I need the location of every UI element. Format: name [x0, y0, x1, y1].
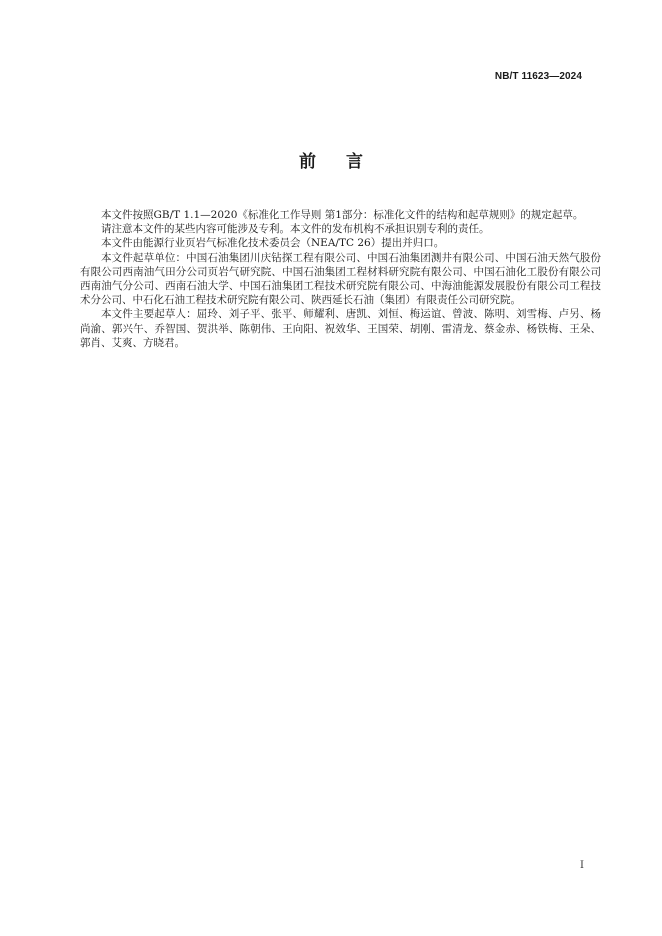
standard-code: NB/T 11623—2024	[494, 71, 582, 82]
page-number: I	[580, 860, 584, 871]
page-title	[0, 147, 662, 172]
paragraph-patent-notice: 请注意本文件的某些内容可能涉及专利。本文件的发布机构不承担识别专利的责任。	[101, 223, 490, 236]
paragraph-drafting-units: 本文件起草单位：中国石油集团川庆钻探工程有限公司、中国石油集团测井有限公司、中国石油天然气股份有限公司西南油气田分公司页岩气研究院、中国石油集团工程材料研究院有限公司、中国石油化工股份有限公司西南油气分公司、西南石油大学、中国石油集团工程技术研究院有限公司、中海油能源发展股份有限公司工程技术分公司、中石化石油工程技术研究院有限公司、陕西延长石油（集团）有限责任公司研究院。	[80, 251, 601, 307]
foreword-body	[80, 208, 601, 350]
paragraph-drafting-rules: 本文件按照GB/T 1.1—2020《标准化工作导则 第1部分：标准化文件的结构和起草规则》的规定起草。	[101, 209, 584, 221]
title-char-2: 言	[346, 152, 363, 172]
title-char-1: 前	[299, 152, 316, 172]
paragraph-drafters: 本文件主要起草人：屈玲、刘子平、张平、师耀利、唐凯、刘恒、梅运谊、曾波、陈明、刘雪梅、卢另、杨尚渝、郭兴午、乔智国、贺洪举、陈朝伟、王向阳、祝效华、王国荣、胡刚、雷清龙、蔡金赤、杨铁梅、王朵、郭肖、艾爽、方晓君。	[80, 308, 601, 349]
paragraph-committee: 本文件由能源行业页岩气标准化技术委员会（NEA/TC 26）提出并归口。	[101, 237, 445, 250]
